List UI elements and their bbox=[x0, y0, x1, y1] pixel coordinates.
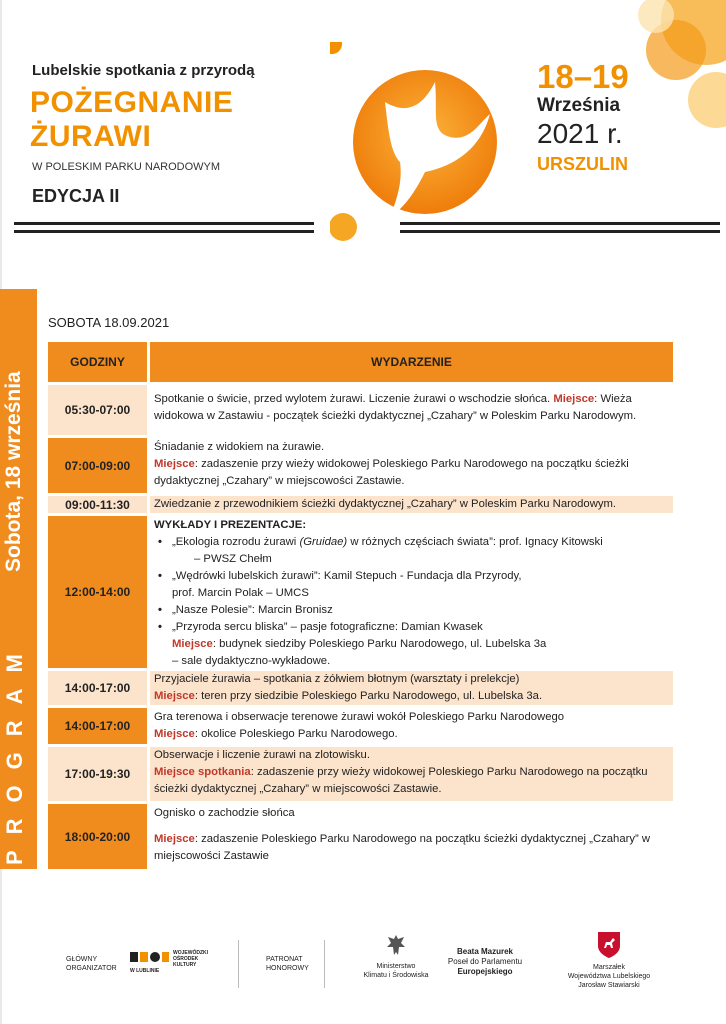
list-item bbox=[158, 568, 669, 602]
ministry-line: Klimatu i Środowiska bbox=[363, 972, 429, 979]
row-time: 14:00-17:00 bbox=[48, 708, 147, 744]
event-text: Śniadanie z widokiem na żurawie. bbox=[154, 441, 325, 453]
date-year: 2021 r. bbox=[537, 118, 623, 149]
event-text: Ognisko o zachodzie słońca bbox=[154, 807, 295, 819]
day-label: SOBOTA 18.09.2021 bbox=[48, 315, 170, 330]
place-text: : okolice Poleskiego Parku Narodowego. bbox=[194, 728, 398, 740]
row-event bbox=[150, 438, 673, 493]
crane-sun-logo bbox=[330, 42, 530, 242]
event-text: Obserwacje i liczenie żurawi na zlotowisku. bbox=[154, 749, 370, 761]
event-text: Zwiedzanie z przewodnikiem ścieżki dydaktycznej „Czahary” w Poleskim Parku Narodowym. bbox=[154, 498, 617, 510]
woks-logo bbox=[130, 950, 220, 974]
footer-divider bbox=[238, 940, 239, 988]
row-event bbox=[150, 516, 673, 668]
event-text: Gra terenowa i obserwacje terenowe żurawi wokół Poleskiego Parku Narodowego bbox=[154, 711, 565, 723]
event-text: Spotkanie o świcie, przed wylotem żurawi. Liczenie żurawi o wschodzie słońca. bbox=[154, 393, 551, 405]
table-row bbox=[48, 671, 673, 705]
lecture-italic: (Gruidae) bbox=[299, 536, 348, 548]
woks-line: KULTURY bbox=[173, 962, 197, 968]
organizer-label-1: GŁÓWNY bbox=[66, 956, 98, 963]
date-city: URSZULIN bbox=[537, 154, 628, 174]
list-item bbox=[158, 619, 669, 636]
sidebar-day: Sobota, 18 września bbox=[2, 371, 25, 572]
title-line-1: POŻEGNANIE bbox=[30, 86, 234, 119]
list-item bbox=[158, 534, 669, 568]
place-text: : zadaszenie przy wieży widokowej Poleskiego Parku Narodowego na początku ścieżki dydaktycznej „Czahary” w miejscowości Zastawie. bbox=[154, 766, 648, 795]
sponsors-footer bbox=[0, 925, 726, 1005]
lecture-text: „Ekologia rozrodu żurawi bbox=[172, 536, 300, 548]
place-text: : zadaszenie przy wieży widokowej Poleskiego Parku Narodowego na początku ścieżki dydaktycznej „Czahary” w miejscowości Zastawie. bbox=[154, 458, 629, 487]
organizer-label-2: ORGANIZATOR bbox=[66, 965, 117, 972]
table-header bbox=[48, 342, 673, 382]
table-row bbox=[48, 708, 673, 744]
row-time: 09:00-11:30 bbox=[48, 496, 147, 513]
deer-coat-of-arms-icon bbox=[596, 930, 622, 960]
list-item bbox=[158, 602, 669, 619]
place-keyword: Miejsce bbox=[154, 728, 195, 740]
place-text: : Wieża widokowa w Zastawiu - początek ścieżki dydaktycznej „Czahary” w Poleskim Parku Narodowym. bbox=[154, 393, 637, 422]
main-organizer-label bbox=[66, 955, 117, 973]
place-keyword: Miejsce spotkania bbox=[154, 766, 251, 778]
row-event bbox=[150, 671, 673, 705]
patronage-label-1: PATRONAT bbox=[266, 956, 303, 963]
event-title bbox=[30, 86, 233, 154]
place-text: : budynek siedziby Poleskiego Parku Narodowego, ul. Lubelska 3a bbox=[212, 638, 547, 650]
row-time: 05:30-07:00 bbox=[48, 385, 147, 435]
place-text: : teren przy siedzibie Poleskiego Parku Narodowego, ul. Lubelska 3a. bbox=[194, 690, 543, 702]
marshal-logo bbox=[565, 930, 653, 990]
lectures-list bbox=[154, 534, 669, 636]
place-text: : zadaszenie Poleskiego Parku Narodowego na początku ścieżki dydaktycznej „Czahary” w miejscowości Zastawie bbox=[154, 833, 651, 862]
row-time: 12:00-14:00 bbox=[48, 516, 147, 668]
title-line-2: ŻURAWI bbox=[30, 120, 152, 153]
lectures-place bbox=[154, 636, 669, 670]
lectures-heading: WYKŁADY I PREZENTACJE: bbox=[154, 519, 307, 531]
row-time: 17:00-19:30 bbox=[48, 747, 147, 801]
eagle-emblem-icon bbox=[385, 933, 407, 959]
edition-label: EDYCJA II bbox=[32, 186, 120, 206]
mep-line: Poseł do Parlamentu bbox=[447, 957, 523, 966]
col-header-time: GODZINY bbox=[48, 342, 147, 382]
date-days: 18–19 bbox=[537, 58, 629, 95]
marshal-line: Jarosław Stawiarski bbox=[578, 982, 640, 989]
place-keyword: Miejsce bbox=[172, 638, 213, 650]
woks-line: WOJEWÓDZKI bbox=[173, 950, 208, 956]
program-table bbox=[48, 342, 673, 872]
lecture-speaker: – PWSZ Chełm bbox=[194, 553, 272, 565]
mep-logo bbox=[440, 947, 530, 977]
lecture-text: w różnych częściach świata”: prof. Ignacy Kitowski bbox=[347, 536, 603, 548]
lecture-text: „Przyroda sercu bliska” – pasje fotograficzne: Damian Kwasek bbox=[172, 621, 483, 633]
event-subtitle: Lubelskie spotkania z przyrodą bbox=[32, 62, 255, 79]
patronage-label bbox=[266, 955, 309, 973]
row-time: 07:00-09:00 bbox=[48, 438, 147, 493]
patronage-label-2: HONOROWY bbox=[266, 965, 309, 972]
event-text: Przyjaciele żurawia – spotkania z żółwiem błotnym (warsztaty i prelekcje) bbox=[154, 673, 520, 685]
place-keyword: Miejsce bbox=[154, 690, 195, 702]
ministry-logo bbox=[360, 933, 432, 980]
marshal-line: Marszałek bbox=[593, 964, 625, 971]
row-event bbox=[150, 804, 673, 869]
mep-line: Europejskiego bbox=[457, 967, 513, 976]
mep-name: Beata Mazurek bbox=[456, 947, 514, 956]
program-word: PROGRAM bbox=[2, 638, 27, 865]
table-row bbox=[48, 438, 673, 493]
ministry-line: Ministerstwo bbox=[376, 963, 416, 970]
table-row bbox=[48, 385, 673, 435]
event-place: W POLESKIM PARKU NARODOWYM bbox=[32, 161, 221, 173]
place-text-2: – sale dydaktyczno-wykładowe. bbox=[172, 655, 331, 667]
row-time: 18:00-20:00 bbox=[48, 804, 147, 869]
woks-line: OŚRODEK bbox=[173, 956, 199, 962]
lecture-text: „Nasze Polesie”: Marcin Bronisz bbox=[172, 604, 333, 616]
row-event bbox=[150, 385, 673, 435]
date-month: Września bbox=[537, 95, 621, 116]
header-lines-left bbox=[14, 222, 314, 238]
woks-line: W LUBLINIE bbox=[130, 968, 160, 974]
row-event bbox=[150, 496, 673, 513]
table-row bbox=[48, 496, 673, 513]
col-header-event: WYDARZENIE bbox=[150, 342, 673, 382]
row-event bbox=[150, 747, 673, 801]
table-row bbox=[48, 516, 673, 668]
lecture-speaker: prof. Marcin Polak – UMCS bbox=[172, 587, 309, 599]
row-time: 14:00-17:00 bbox=[48, 671, 147, 705]
woks-mark-icon bbox=[130, 950, 170, 964]
table-row bbox=[48, 804, 673, 869]
table-row bbox=[48, 747, 673, 801]
lecture-text: „Wędrówki lubelskich żurawi”: Kamil Stepuch - Fundacja dla Przyrody, bbox=[172, 570, 522, 582]
place-keyword: Miejsce bbox=[154, 458, 195, 470]
place-keyword: Miejsce bbox=[154, 833, 195, 845]
row-event bbox=[150, 708, 673, 744]
place-keyword: Miejsce bbox=[553, 393, 595, 405]
footer-divider bbox=[324, 940, 325, 988]
marshal-line: Województwa Lubelskiego bbox=[567, 973, 651, 980]
